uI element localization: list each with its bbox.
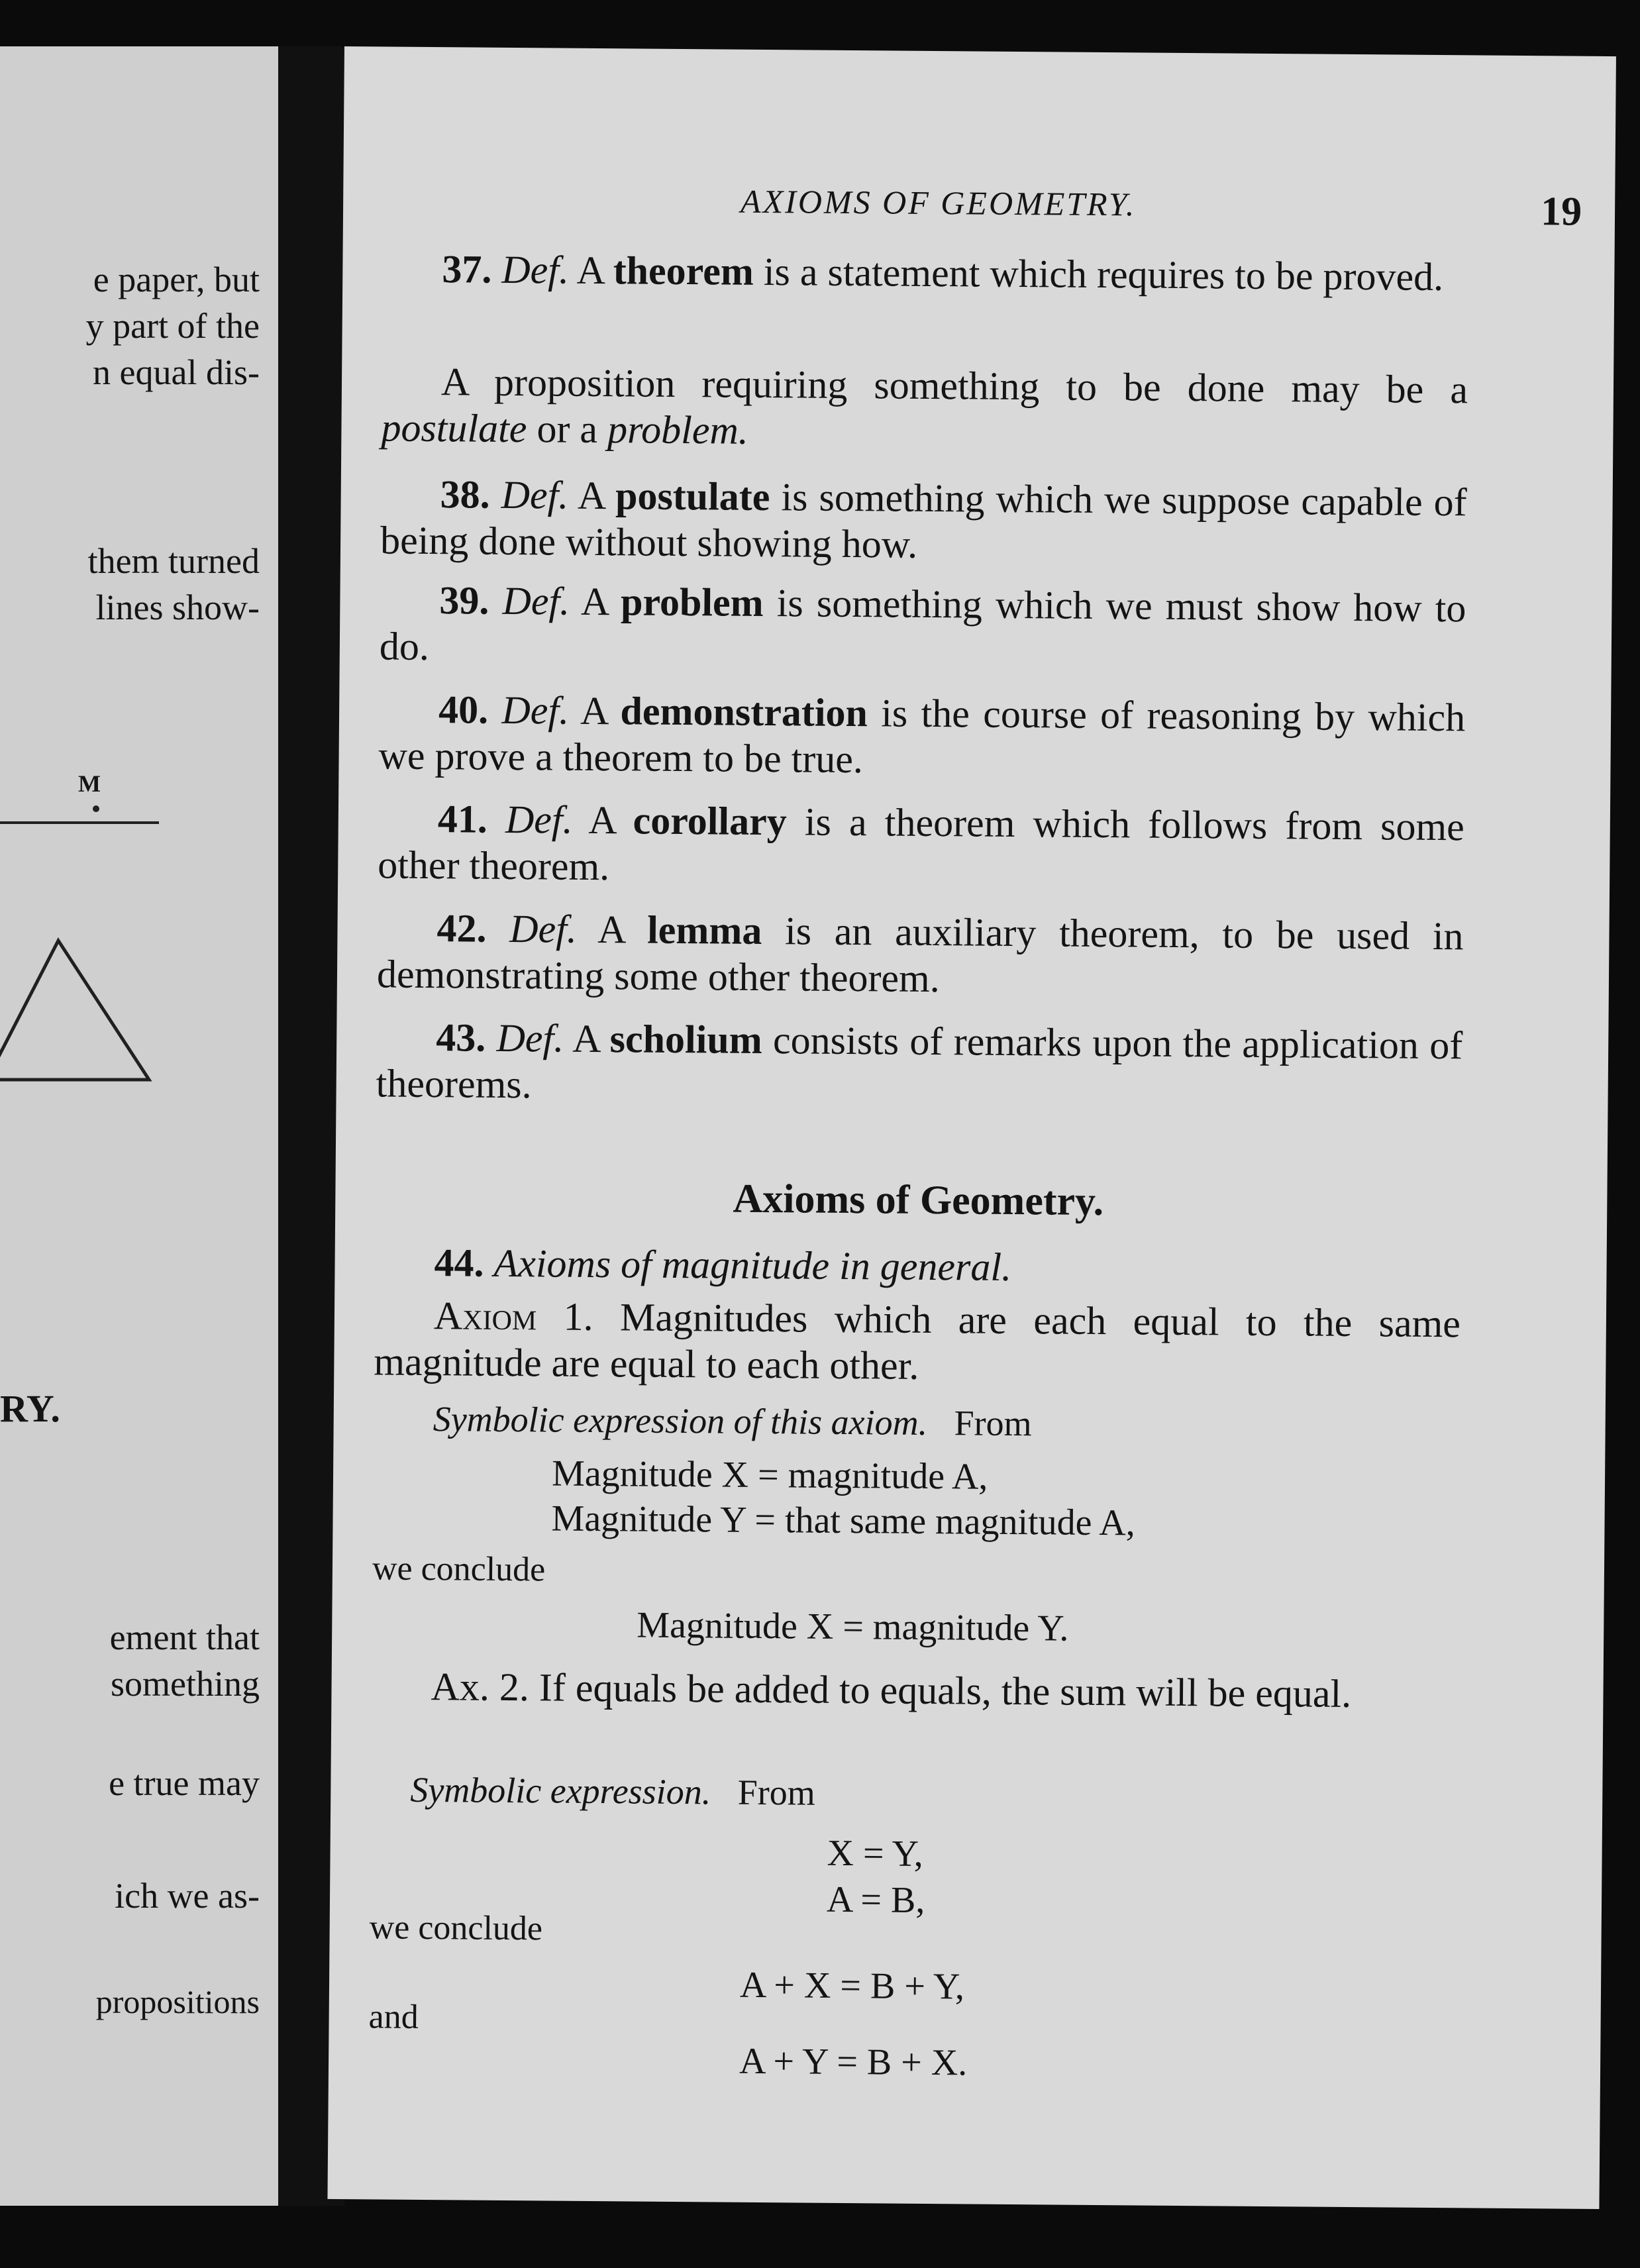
def-term: corollary [633,798,788,844]
axiom-2-result-1: A + X = B + Y, [739,1964,965,2008]
note-text: or a [537,407,598,452]
axiom-2-result-2: A + Y = B + X. [739,2040,968,2084]
def-label: Def. [501,688,570,733]
note-emphasis: postulate [381,405,527,451]
and-label: and [368,1998,419,2036]
running-title: AXIOMS OF GEOMETRY. [740,182,1137,223]
we-conclude-label: we conclude [369,1908,543,1948]
page-content [368,46,1582,2084]
proposition-note [381,358,1468,459]
def-article: A [597,907,625,952]
def-number: 38. [440,472,490,517]
definition-37 [382,245,1468,300]
def-label: Def. [502,578,570,623]
axiom-2 [371,1663,1457,1718]
axiom-1-symbolic-intro [433,1398,1031,1444]
def-number: 41. [437,797,488,841]
def-article: A [580,688,607,733]
def-article: A [572,1016,599,1061]
def-text: is a theorem which follows from some other theorem. [378,799,1465,889]
from-word: From [737,1772,815,1813]
left-text-line: e true may [109,1763,260,1803]
def-text: is something which we must show how to do. [379,581,1466,669]
definition-40 [378,686,1465,787]
left-text-line: something [111,1664,260,1704]
section-44 [374,1239,1461,1294]
axiom-1-line-2: Magnitude Y = that same magnitude A, [551,1498,1136,1544]
left-page-fragment [0,46,278,2206]
definition-39 [380,576,1466,678]
def-article: A [580,579,608,624]
page-number: 19 [1540,189,1582,234]
def-term: postulate [615,474,770,519]
def-label: Def. [505,797,573,842]
axiom-text: Magnitudes which are each equal to the same magnitude are equal to each other. [374,1295,1461,1388]
axiom-label: Ax. 2. [431,1665,530,1710]
def-label: Def. [501,247,570,292]
def-label: Def. [509,906,578,951]
left-text-line: propositions [95,1983,260,2020]
book-page [327,46,1615,2209]
axiom-2-symbolic-intro [410,1769,815,1814]
def-article: A [588,798,615,843]
definition-41 [378,795,1464,896]
def-label: Def. [501,472,569,517]
def-text: is an auxiliary theorem, to be used in demonstrating some other theorem. [376,909,1464,1001]
def-article: A [576,248,603,293]
definition-43 [376,1013,1462,1115]
axiom-1-line-1: Magnitude X = magnitude A, [551,1453,988,1498]
def-term: scholium [609,1017,762,1062]
def-text: consists of remarks upon the application of theorems. [376,1018,1463,1107]
left-text-line: them turned [87,541,260,581]
def-number: 40. [438,688,489,732]
left-text-line: RY. [0,1387,60,1430]
section-number: 44. [434,1241,484,1285]
axiom-2-eq-1: X = Y, [827,1832,924,1875]
triangle-figure [0,934,159,1093]
left-text-line: n equal dis- [93,352,260,392]
def-term: lemma [646,907,762,953]
left-text-line: lines show- [95,588,260,627]
definition-42 [377,904,1464,1005]
axiom-2-eq-2: A = B, [826,1879,925,1921]
figure-line [0,821,159,824]
axiom-1-conclusion: Magnitude X = magnitude Y. [637,1604,1069,1649]
note-emphasis: problem. [607,407,749,452]
axiom-1 [374,1292,1461,1393]
running-head [383,179,1582,241]
def-article: A [577,473,605,518]
def-number: 39. [439,578,489,623]
def-number: 37. [442,247,492,291]
left-text-line: y part of the [85,306,260,346]
left-text-line: e paper, but [93,260,260,299]
symbolic-label: Symbolic expression. [410,1769,711,1812]
figure-label-m: M [78,770,101,797]
section-heading: Axioms of Geometry. [733,1176,1104,1225]
definition-38 [380,470,1467,572]
left-text-line: ement that [109,1618,260,1657]
axiom-label: Axiom 1. [433,1294,593,1339]
def-term: demonstration [620,689,868,735]
left-text-line: ich we as- [115,1876,260,1916]
symbolic-label: Symbolic expression of this axiom. [433,1399,928,1443]
axiom-text: If equals be added to equals, the sum will be equal. [538,1665,1352,1716]
note-text: A proposition requiring something to be done may be a [440,360,1468,412]
def-label: Def. [496,1015,564,1060]
we-conclude-label: we conclude [372,1549,546,1589]
from-word: From [954,1403,1032,1444]
def-text: is a statement which requires to be proved. [763,249,1444,299]
figure-point [93,805,99,812]
def-text: is the course of reasoning by which we prove a theorem to be true. [378,691,1466,782]
def-text: is something which we suppose capable of being done without showing how. [380,475,1467,566]
def-term: problem [620,580,764,625]
section-title: Axioms of magnitude in general. [493,1241,1012,1289]
def-number: 43. [435,1015,486,1060]
def-term: theorem [613,248,754,293]
def-number: 42. [436,906,487,951]
